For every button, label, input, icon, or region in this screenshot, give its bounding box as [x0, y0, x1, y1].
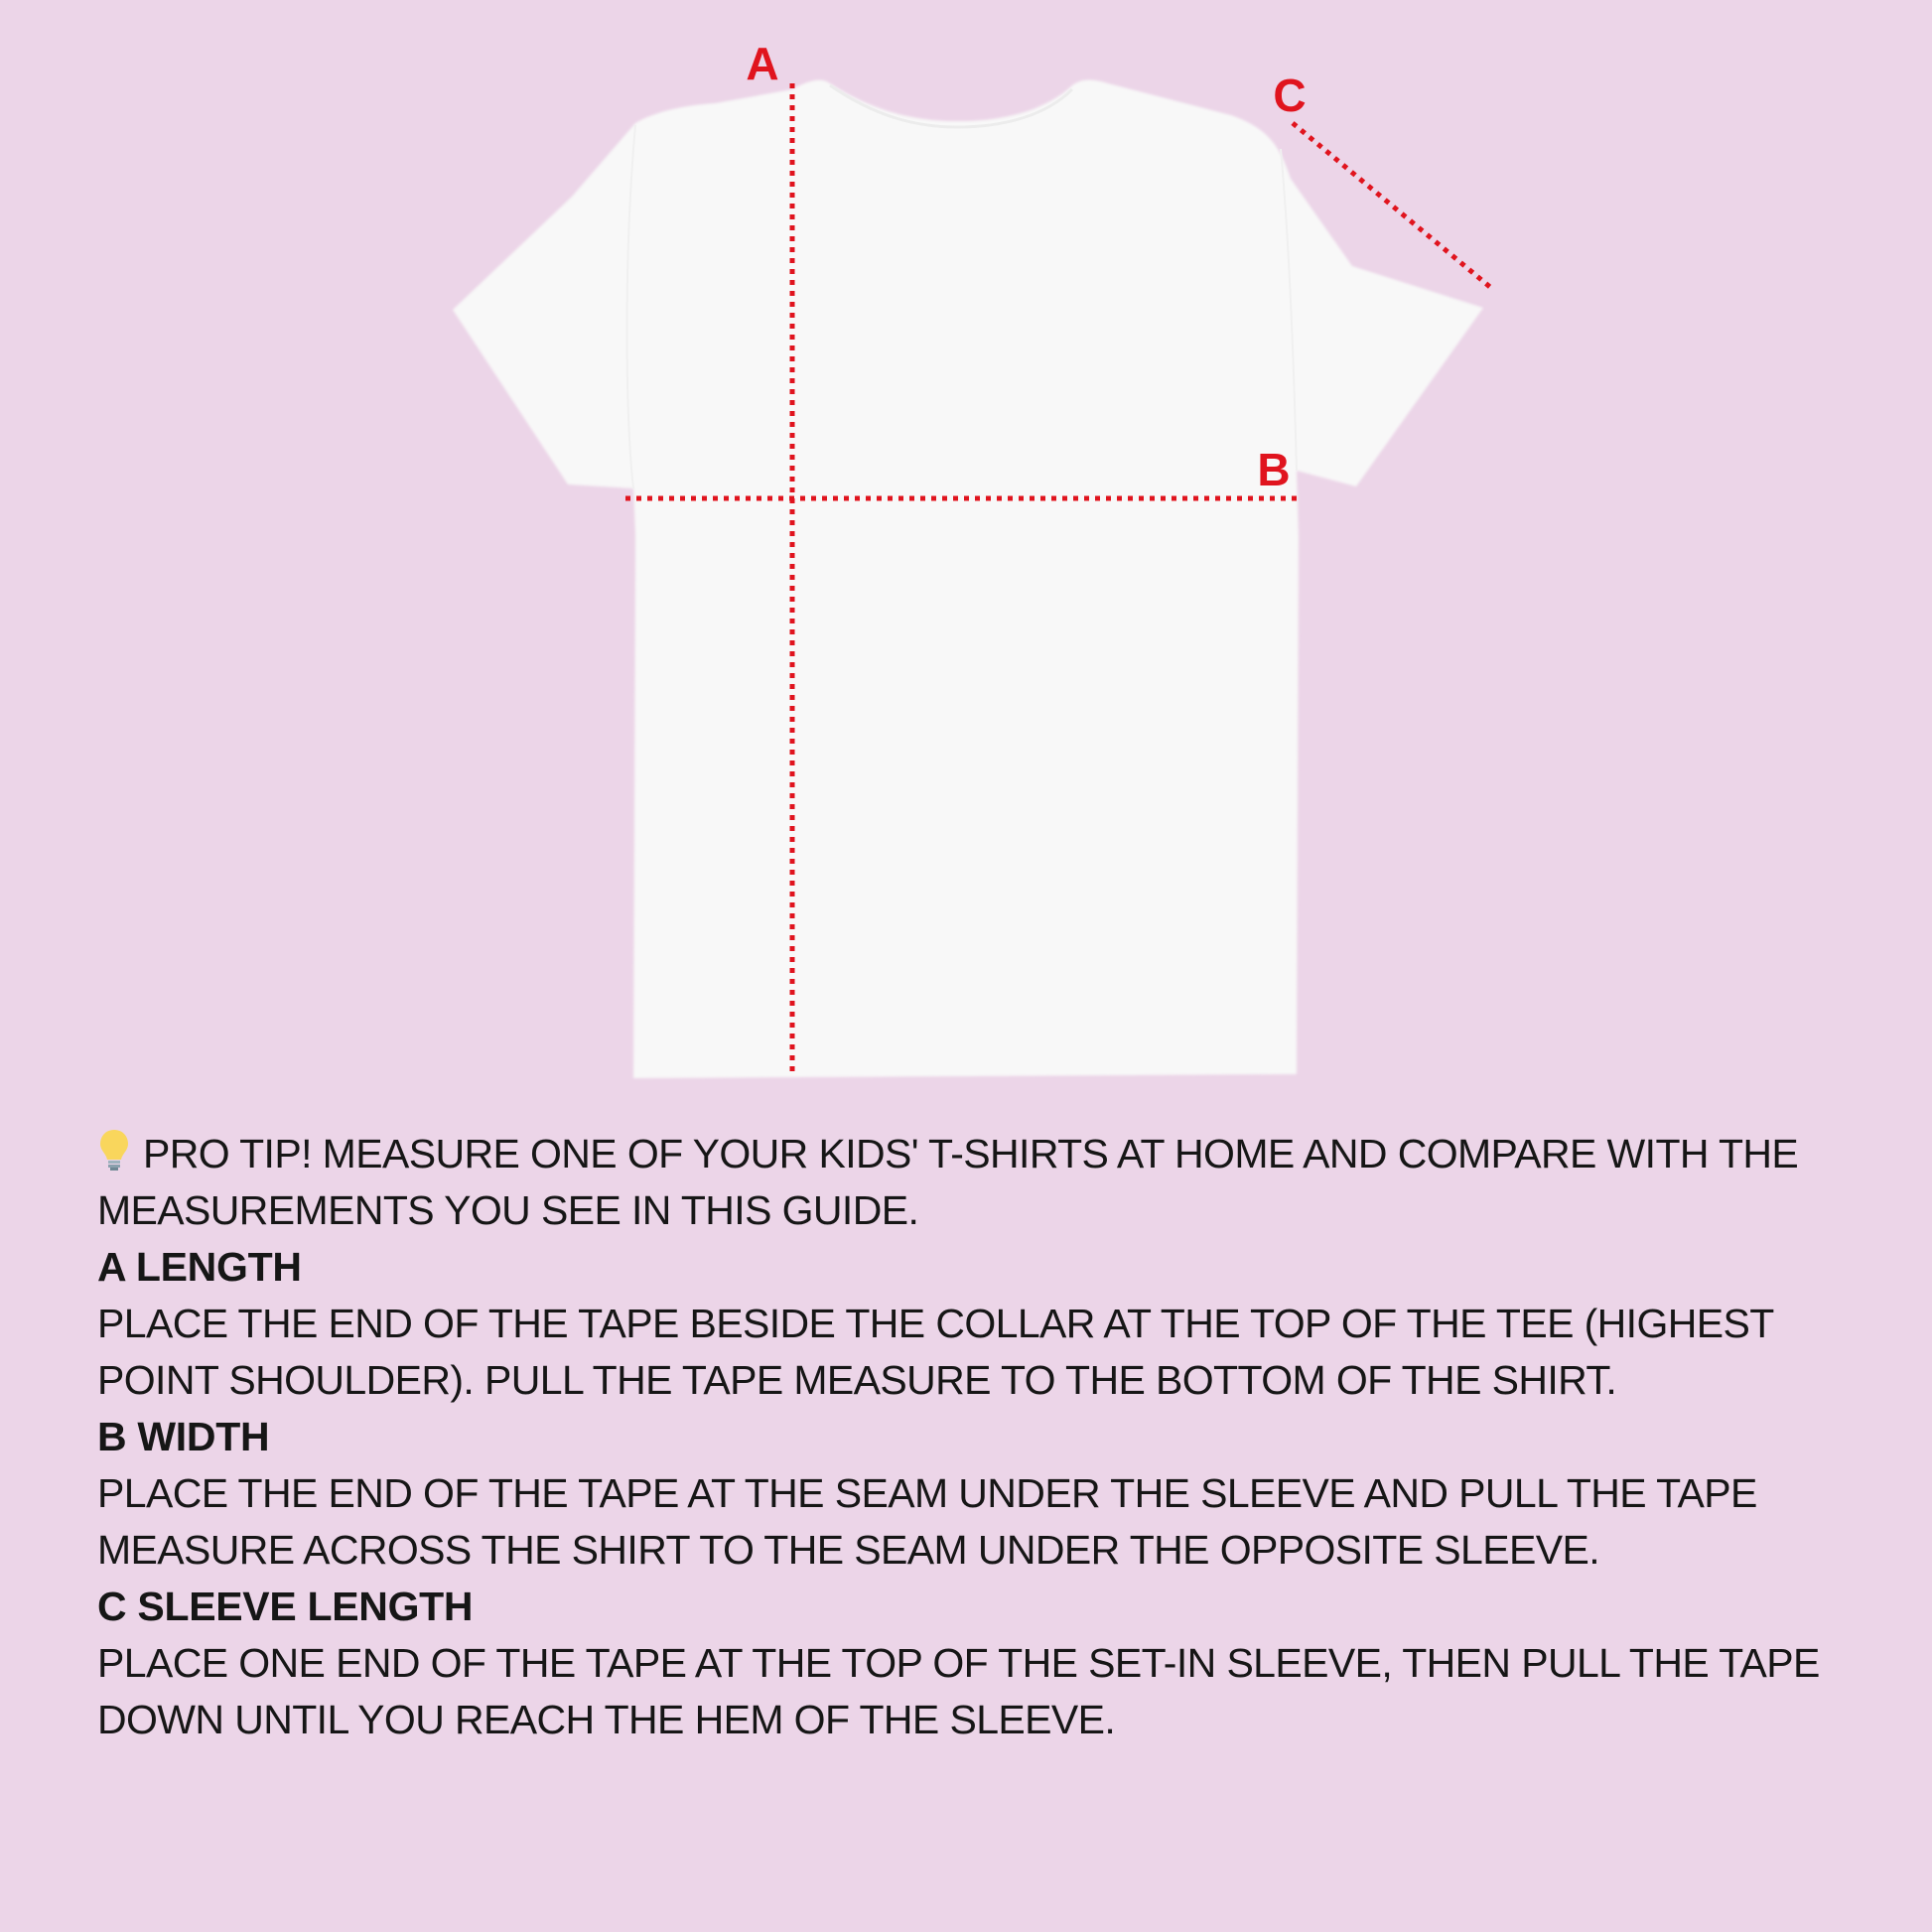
t-shirt-body	[453, 80, 1483, 1079]
pro-tip-text: PRO TIP! MEASURE ONE OF YOUR KIDS' T-SHIRTS AT HOME AND COMPARE WITH THE MEASUREMENTS YOU SEE IN THIS GUIDE.	[97, 1131, 1799, 1233]
section-c-heading: C SLEEVE LENGTH	[97, 1584, 474, 1629]
t-shirt-illustration	[453, 80, 1483, 1079]
lightbulb-icon	[97, 1128, 131, 1172]
section-c-body: PLACE ONE END OF THE TAPE AT THE TOP OF THE SET-IN SLEEVE, THEN PULL THE TAPE DOWN UNTIL YOU REACH THE HEM OF THE SLEEVE.	[97, 1640, 1820, 1742]
section-b-heading: B WIDTH	[97, 1414, 270, 1459]
pro-tip	[97, 1126, 1884, 1239]
label-b: B	[1257, 444, 1291, 495]
section-a-heading: A LENGTH	[97, 1244, 302, 1290]
label-a: A	[746, 38, 779, 89]
section-b-body: PLACE THE END OF THE TAPE AT THE SEAM UNDER THE SLEEVE AND PULL THE TAPE MEASURE ACROSS THE SHIRT TO THE SEAM UNDER THE OPPOSITE SLEEVE.	[97, 1470, 1757, 1573]
section-a-body: PLACE THE END OF THE TAPE BESIDE THE COLLAR AT THE TOP OF THE TEE (HIGHEST POINT SHOULDER). PULL THE TAPE MEASURE TO THE BOTTOM OF THE SHIRT.	[97, 1301, 1773, 1403]
measurement-guide	[97, 1126, 1884, 1748]
label-c: C	[1273, 69, 1307, 121]
